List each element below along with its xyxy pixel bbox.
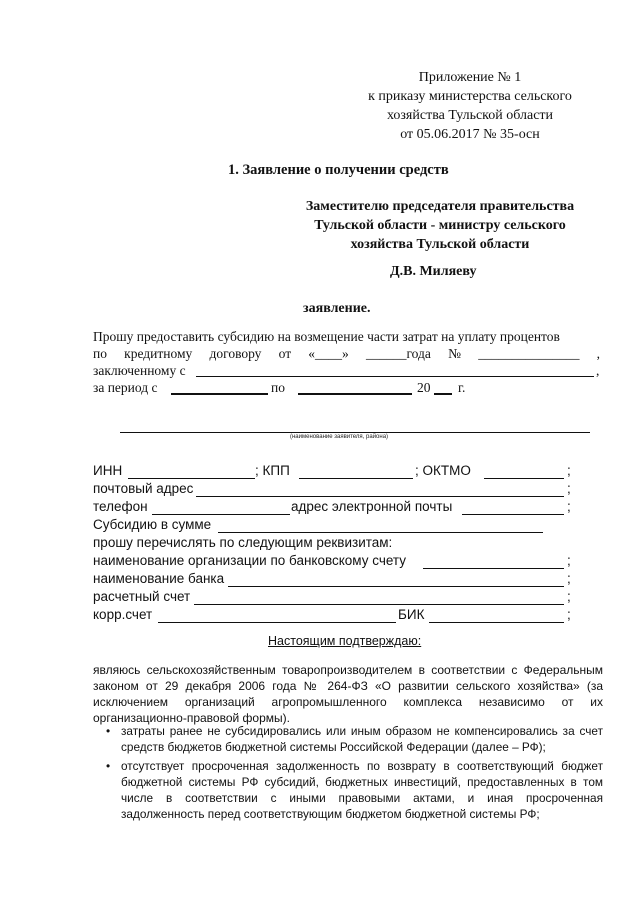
bullet-icon: •: [106, 759, 111, 773]
period-to-input-line[interactable]: [298, 393, 412, 395]
kpp-input-line[interactable]: [299, 478, 413, 479]
field-terminator: ;: [567, 589, 571, 604]
request-word: кредитному: [124, 346, 193, 361]
field-terminator: ;: [567, 571, 571, 586]
bank-name-input-line[interactable]: [228, 586, 564, 587]
appendix-line-3: хозяйства Тульской области: [386, 108, 554, 123]
account-input-line[interactable]: [194, 604, 564, 605]
subsidy-amount-input-line[interactable]: [218, 532, 543, 533]
field-terminator: ;: [567, 481, 571, 496]
oktmo-input-line[interactable]: [484, 478, 564, 479]
request-line-2: [93, 346, 600, 362]
period-year-input-line[interactable]: [434, 393, 452, 395]
bik-label: БИК: [398, 607, 425, 622]
applicant-caption: (наименование заявителя, района): [290, 434, 389, 440]
field-terminator: ;: [567, 607, 571, 622]
appendix-line-1: Приложение № 1: [418, 70, 522, 85]
addressee-line-1: Заместителю председателя правительства: [305, 199, 575, 214]
account-label: расчетный счет: [93, 589, 191, 604]
applicant-input-line[interactable]: [120, 432, 590, 433]
request-word: ,: [596, 346, 600, 361]
period-from-input-line[interactable]: [171, 393, 268, 395]
appendix-block: [340, 68, 600, 144]
period-from-label: за период с: [93, 380, 158, 395]
contract-day-field[interactable]: «____»: [308, 346, 349, 361]
confirm-heading: Настоящим подтверждаю:: [268, 634, 422, 648]
appendix-line-2: к приказу министерства сельского: [368, 89, 572, 104]
appendix-line-4: от 05.06.2017 № 35-осн: [400, 127, 540, 142]
corr-account-input-line[interactable]: [158, 622, 396, 623]
contract-year-field[interactable]: ______года: [365, 346, 431, 361]
phone-input-line[interactable]: [152, 514, 290, 515]
contractor-input-line[interactable]: [196, 376, 594, 377]
request-line-1: [93, 329, 600, 345]
statement-paragraph: являюсь сельскохозяйственным товаропроизводителем в соответствии с Федеральным законом от 29 декабря 2006 года № 264-ФЗ «О развитии сельского хозяйства» (за исключением организаций агропромышленного комплекса независимо от их организационно-правовой формы).: [93, 663, 603, 725]
org-name-input-line[interactable]: [423, 568, 564, 569]
bank-name-label: наименование банка: [93, 571, 225, 586]
phone-label: телефон: [93, 499, 148, 514]
postal-label: почтовый адрес: [93, 481, 194, 496]
request-word: договору: [209, 346, 262, 361]
field-terminator: ;: [567, 553, 571, 568]
addressee-line-3: хозяйства Тульской области: [350, 237, 530, 252]
request-line-3-comma: ,: [596, 363, 600, 378]
period-to-label: по: [271, 380, 285, 395]
field-terminator: ;: [567, 463, 571, 478]
subsidy-amount-label: Субсидию в сумме: [93, 517, 212, 532]
section-title: 1. Заявление о получении средств: [228, 162, 449, 178]
request-word: от: [278, 346, 292, 361]
addressee-name: Д.В. Миляеву: [390, 264, 477, 279]
org-name-label: наименование организации по банковскому счету: [93, 553, 407, 568]
email-input-line[interactable]: [462, 514, 564, 515]
addressee-block: [282, 197, 598, 254]
corr-account-label: корр.счет: [93, 607, 153, 622]
transfer-label: прошу перечислять по следующим реквизитам:: [93, 535, 393, 550]
request-line-1-text: Прошу предоставить субсидию на возмещение части затрат на уплату процентов: [93, 329, 560, 344]
bullet-list: [93, 723, 603, 825]
kpp-label: ; КПП: [255, 463, 290, 478]
list-item-text: затраты ранее не субсидировались или иным образом не компенсировались за счет средств бюджетов бюджетной системы Российской Федерации (далее – РФ);: [121, 724, 603, 754]
oktmo-label: ; ОКТМО: [415, 463, 471, 478]
list-item: [93, 758, 603, 822]
list-item: [93, 723, 603, 755]
contract-number-field[interactable]: _______________: [478, 346, 580, 361]
inn-input-line[interactable]: [128, 478, 255, 479]
email-label: адрес электронной почты: [291, 499, 453, 514]
bullet-icon: •: [106, 724, 111, 738]
request-word: по: [93, 346, 107, 361]
list-item-text: отсутствует просроченная задолженность по возврату в соответствующий бюджет бюджетной системы РФ субсидий, бюджетных инвестиций, предоставленных в том числе в соответствии с иными правовыми актами, и иная просроченная задолженность перед соответствующим бюджетом бюджетной системы РФ;: [121, 759, 603, 821]
field-terminator: ;: [567, 499, 571, 514]
period-year-label: 20: [417, 380, 431, 395]
postal-input-line[interactable]: [196, 496, 564, 497]
addressee-line-2: Тульской области - министру сельского: [314, 218, 566, 233]
period-year-suffix: г.: [458, 380, 466, 395]
request-word: №: [448, 346, 461, 361]
request-line-3-label: заключенному с: [93, 363, 186, 378]
bik-input-line[interactable]: [429, 622, 564, 623]
document-title: заявление.: [303, 301, 371, 316]
inn-label: ИНН: [93, 463, 123, 478]
